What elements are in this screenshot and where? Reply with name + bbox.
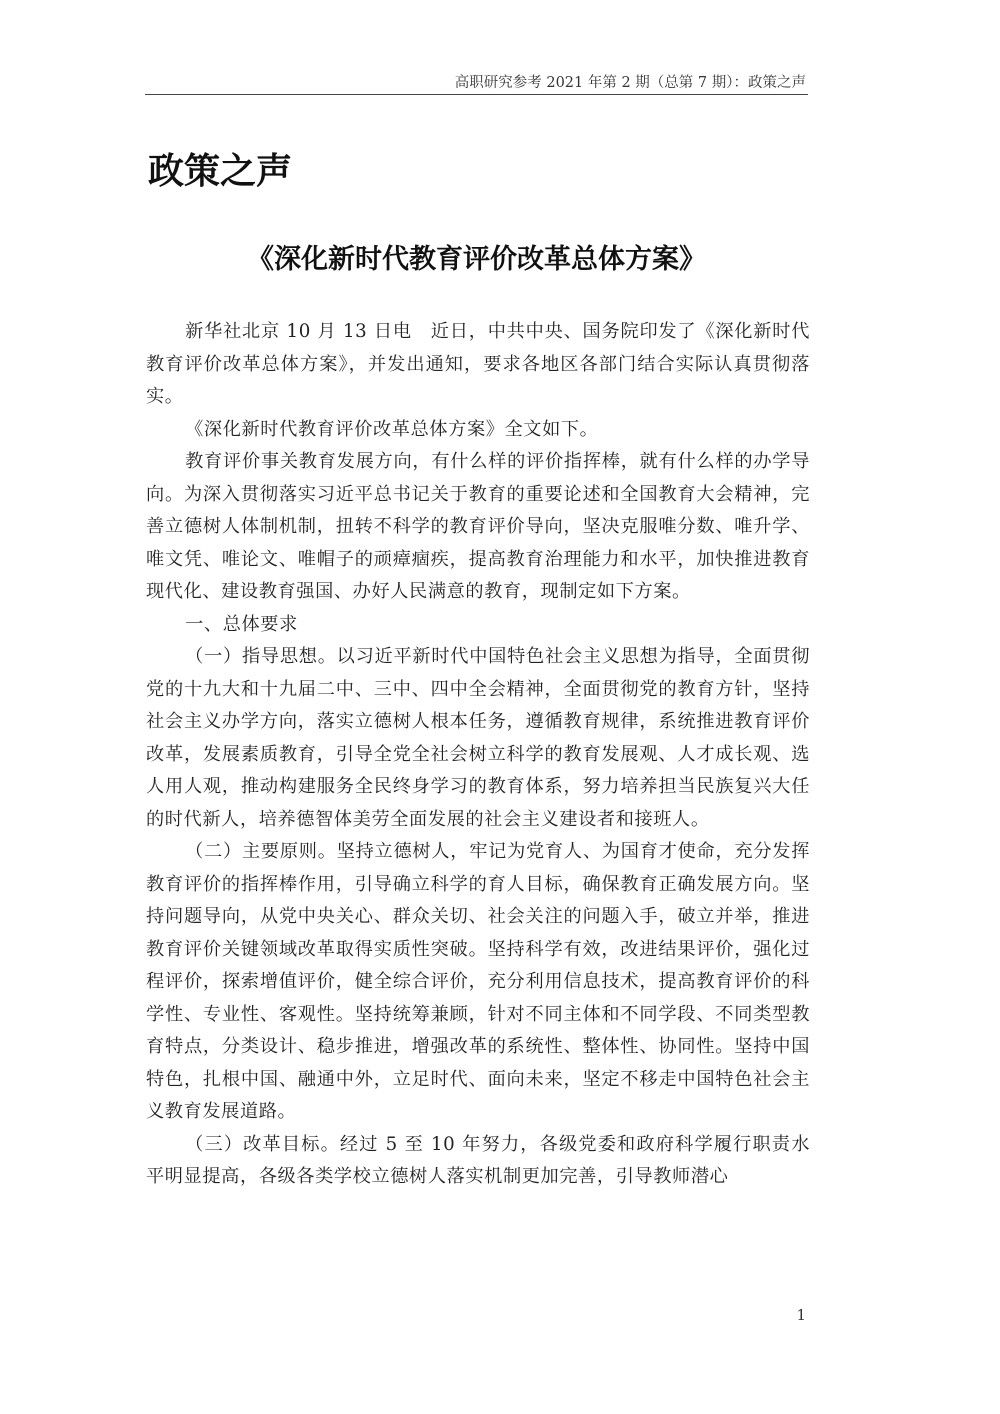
running-header: 高职研究参考 2021 年第 2 期（总第 7 期）：政策之声 bbox=[454, 75, 806, 91]
paragraph-main-principles: （二）主要原则。坚持立德树人，牢记为党育人、为国育才使命，充分发挥教育评价的指挥棒作用，引导确立科学的育人目标，确保教育正确发展方向。坚持问题导向，从党中央关心、群众关切、社会关注的问题入手，破立并举，推进教育评价关键领域改革取得实质性突破。坚持科学有效，改进结果评价，强化过程评价，探索增值评价，健全综合评价，充分利用信息技术，提高教育评价的科学性、专业性、客观性。坚持统筹兼顾，针对不同主体和不同学段、不同类型教育特点，分类设计、稳步推进，增强改革的系统性、整体性、协同性。坚持中国特色，扎根中国、融通中外，立足时代、面向未来，坚定不移走中国特色社会主义教育发展道路。 bbox=[146, 841, 810, 1122]
article-body bbox=[146, 316, 810, 1194]
paragraph-preamble: 教育评价事关教育发展方向，有什么样的评价指挥棒，就有什么样的办学导向。为深入贯彻落实习近平总书记关于教育的重要论述和全国教育大会精神，完善立德树人体制机制，扭转不科学的教育评价导向，坚决克服唯分数、唯升学、唯文凭、唯论文、唯帽子的顽瘴痼疾，提高教育治理能力和水平，加快推进教育现代化、建设教育强国、办好人民满意的教育，现制定如下方案。 bbox=[146, 451, 810, 602]
paragraph-guiding-ideology: （一）指导思想。以习近平新时代中国特色社会主义思想为指导，全面贯彻党的十九大和十九届二中、三中、四中全会精神，全面贯彻党的教育方针，坚持社会主义办学方向，落实立德树人根本任务，遵循教育规律，系统推进教育评价改革，发展素质教育，引导全党全社会树立科学的教育发展观、人才成长观、选人用人观，推动构建服务全民终身学习的教育体系，努力培养担当民族复兴大任的时代新人，培养德智体美劳全面发展的社会主义建设者和接班人。 bbox=[146, 646, 810, 830]
paragraph-news-lead: 新华社北京 10 月 13 日电 近日，中共中央、国务院印发了《深化新时代教育评价改革总体方案》，并发出通知，要求各地区各部门结合实际认真贯彻落实。 bbox=[146, 321, 810, 407]
section-title: 政策之声 bbox=[148, 151, 293, 192]
header-divider bbox=[145, 94, 808, 95]
paragraph-reform-goals: （三）改革目标。经过 5 至 10 年努力，各级党委和政府科学履行职责水平明显提高，各级各类学校立德树人落实机制更加完善，引导教师潜心 bbox=[146, 1133, 810, 1187]
paragraph-full-text-intro: 《深化新时代教育评价改革总体方案》全文如下。 bbox=[185, 418, 599, 440]
heading-general-requirements: 一、总体要求 bbox=[185, 613, 298, 635]
document-title: 《深化新时代教育评价改革总体方案》 bbox=[247, 244, 706, 275]
page-number: 1 bbox=[796, 1306, 806, 1324]
